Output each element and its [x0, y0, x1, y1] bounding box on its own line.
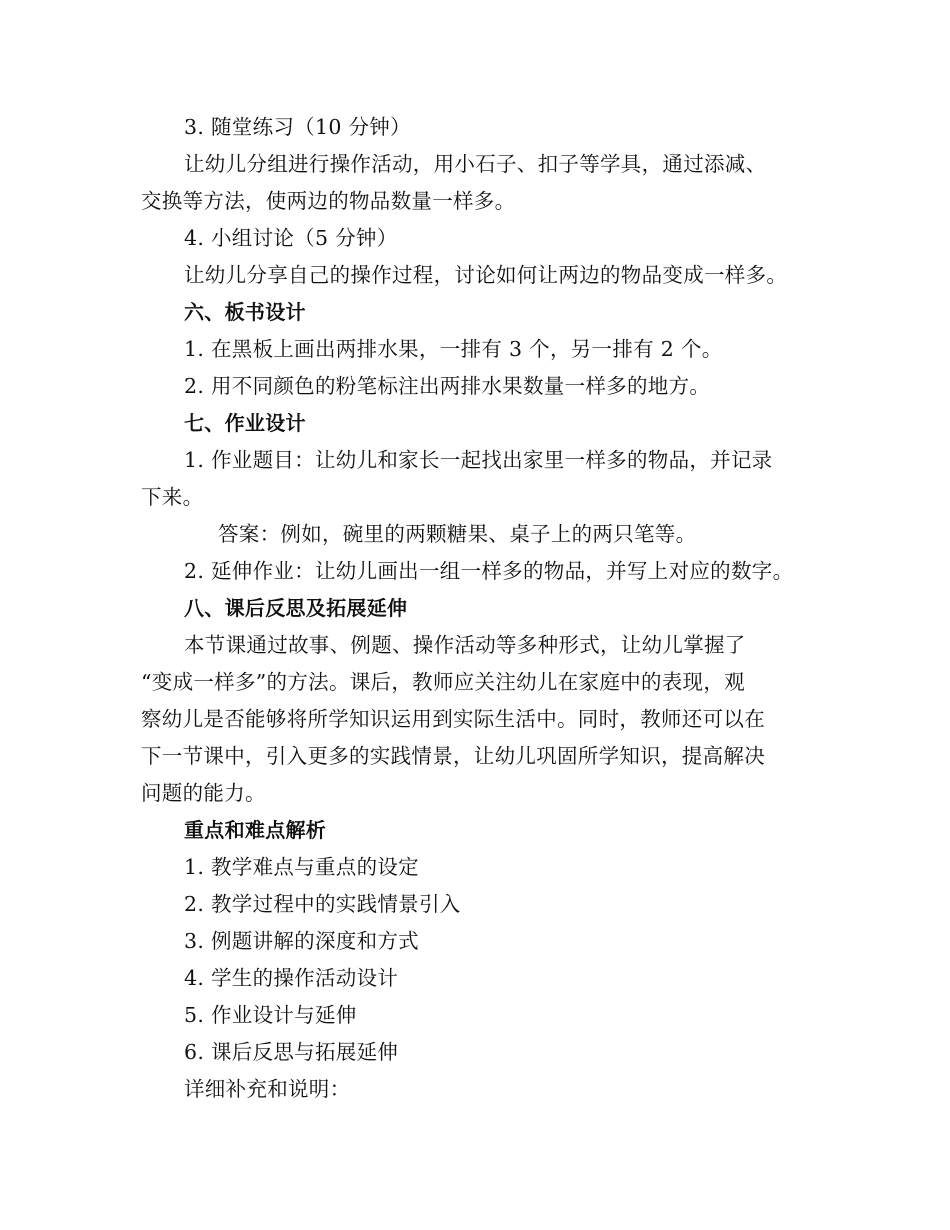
analysis-item-6: 6. 课后反思与拓展延伸: [184, 1040, 399, 1064]
analysis-item-4: 4. 学生的操作活动设计: [184, 966, 399, 990]
section-6-title: 六、板书设计: [184, 300, 306, 324]
analysis-item-3: 3. 例题讲解的深度和方式: [184, 929, 419, 953]
board-item-1: 1. 在黑板上画出两排水果，一排有 3 个，另一排有 2 个。: [184, 337, 723, 361]
analysis-item-1: 1. 教学难点与重点的设定: [184, 855, 419, 879]
reflection-line-1: 本节课通过故事、例题、操作活动等多种形式，让幼儿掌握了: [184, 633, 746, 657]
analysis-title: 重点和难点解析: [184, 818, 327, 842]
detail-label: 详细补充和说明：: [184, 1077, 351, 1101]
homework-answer: 答案：例如，碗里的两颗糖果、桌子上的两只笔等。: [218, 522, 697, 546]
reflection-line-3: 察幼儿是否能够将所学知识运用到实际生活中。同时，教师还可以在: [141, 707, 765, 731]
practice-body-line-1: 让幼儿分组进行操作活动，用小石子、扣子等学具，通过添减、: [184, 152, 767, 176]
section-8-title: 八、课后反思及拓展延伸: [184, 596, 408, 620]
reflection-line-4: 下一节课中，引入更多的实践情景，让幼儿巩固所学知识，提高解决: [141, 744, 765, 768]
section-7-title: 七、作业设计: [184, 411, 306, 435]
homework-item-1-line-2: 下来。: [141, 485, 204, 509]
discussion-heading: 4. 小组讨论（5 分钟）: [184, 226, 398, 250]
homework-item-1-line-1: 1. 作业题目：让幼儿和家长一起找出家里一样多的物品，并记录: [184, 448, 773, 472]
analysis-item-2: 2. 教学过程中的实践情景引入: [184, 892, 461, 916]
reflection-line-2: “变成一样多”的方法。课后，教师应关注幼儿在家庭中的表现，观: [141, 670, 745, 694]
homework-item-2: 2. 延伸作业：让幼儿画出一组一样多的物品，并写上对应的数字。: [184, 559, 794, 583]
reflection-line-5: 问题的能力。: [141, 781, 266, 805]
practice-body-line-2: 交换等方法，使两边的物品数量一样多。: [141, 189, 516, 213]
practice-heading: 3. 随堂练习（10 分钟）: [184, 115, 411, 139]
discussion-body: 让幼儿分享自己的操作过程，讨论如何让两边的物品变成一样多。: [184, 263, 788, 287]
board-item-2: 2. 用不同颜色的粉笔标注出两排水果数量一样多的地方。: [184, 374, 711, 398]
analysis-item-5: 5. 作业设计与延伸: [184, 1003, 357, 1027]
